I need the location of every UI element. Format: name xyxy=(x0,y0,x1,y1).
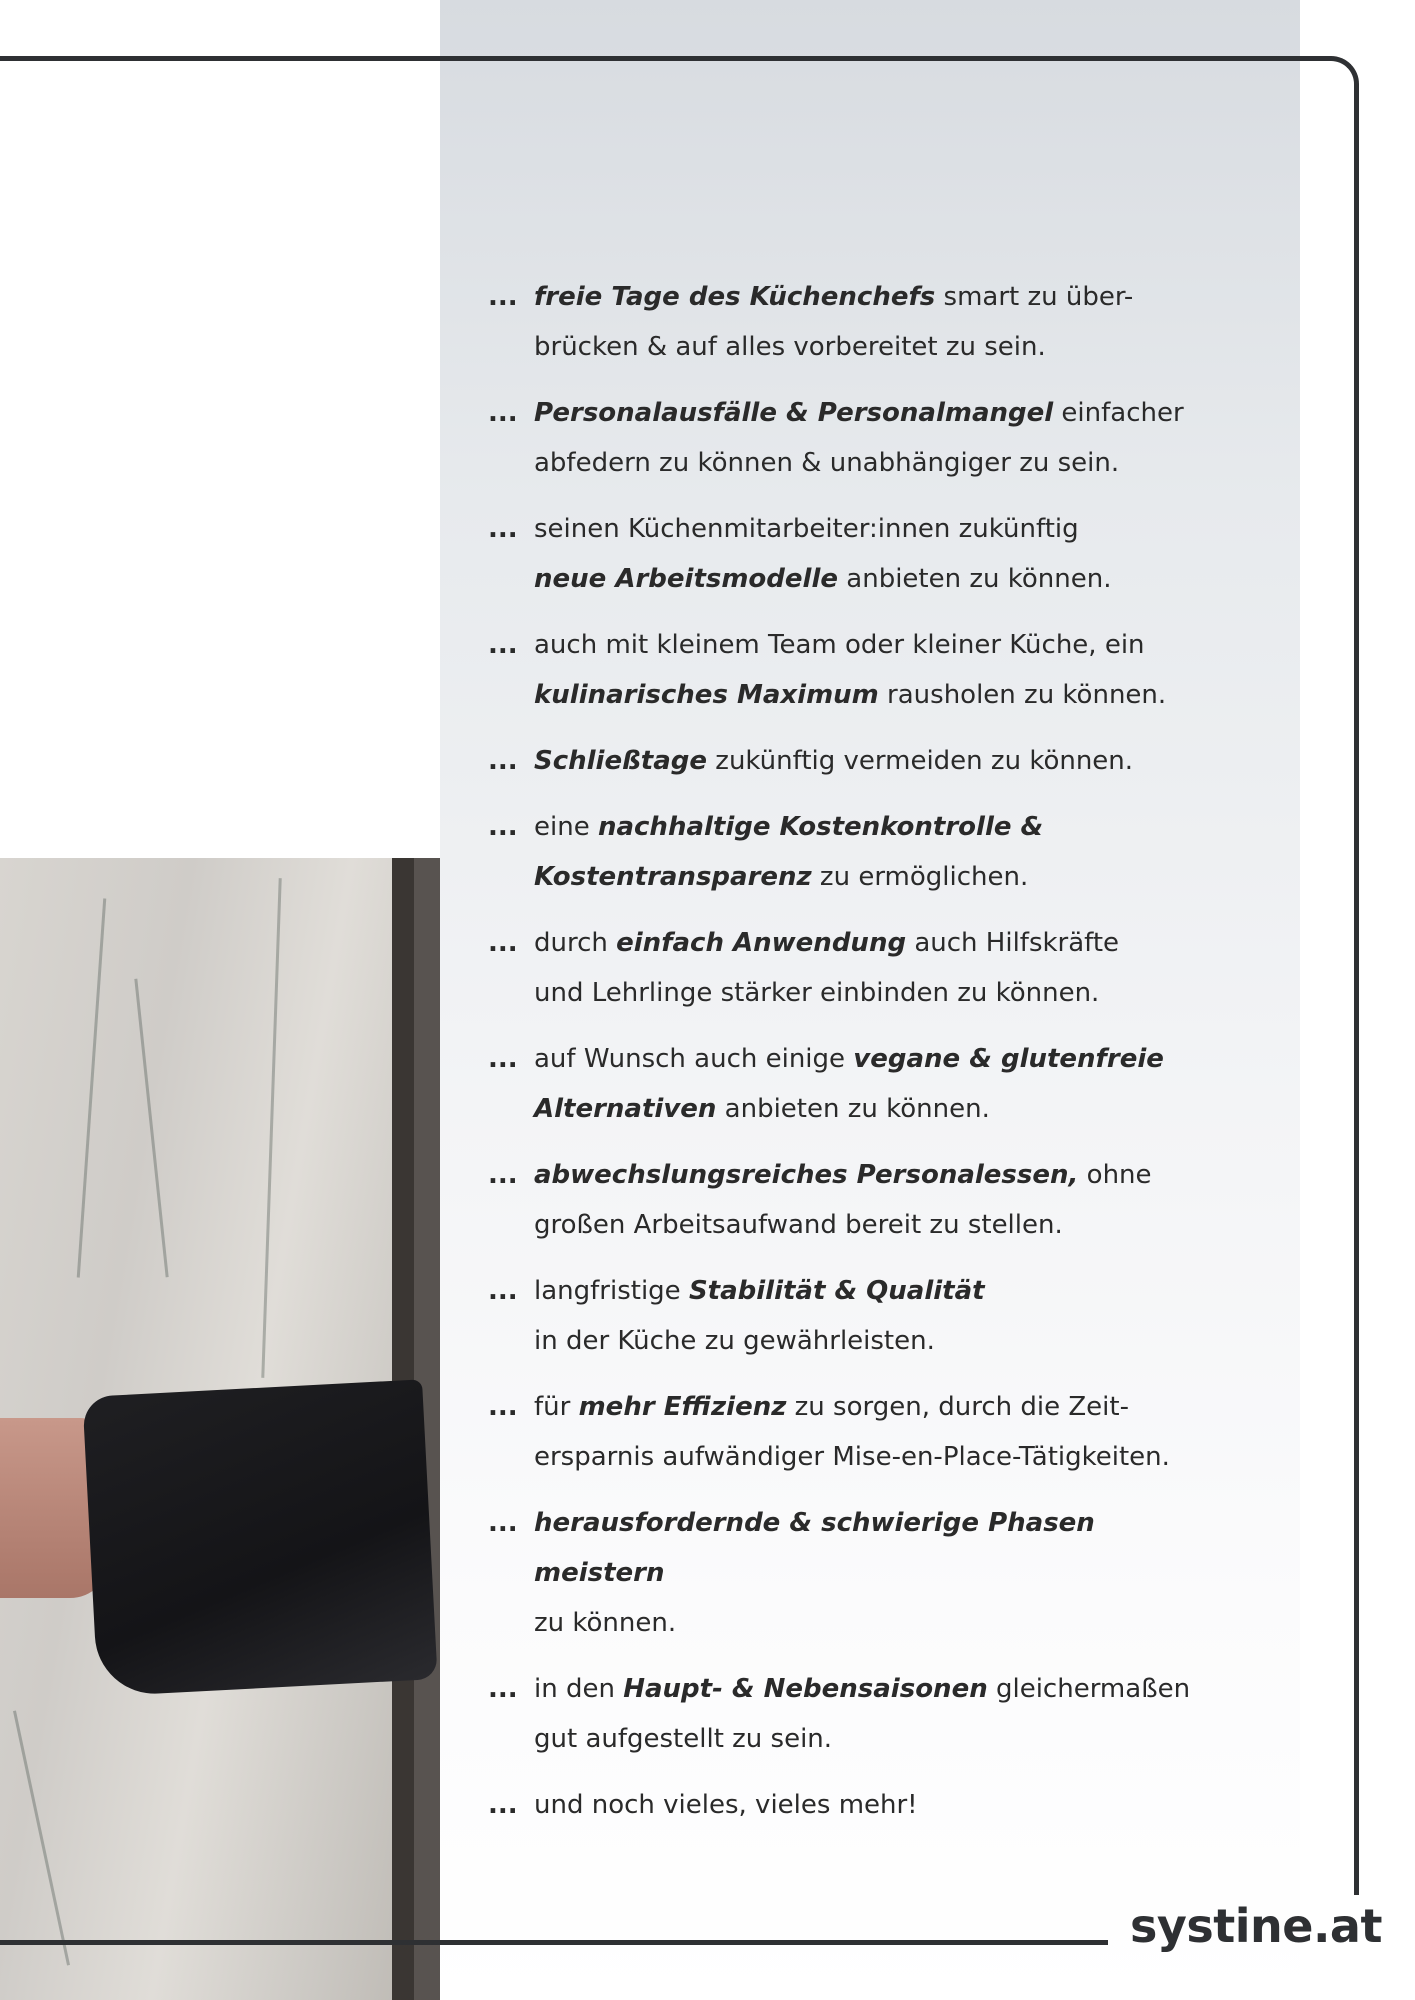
benefit-text: einfacher xyxy=(1053,398,1184,428)
ellipsis-bullet: ... xyxy=(488,1674,518,1704)
benefit-text: für xyxy=(534,1392,579,1422)
benefit-text: rausholen zu können. xyxy=(878,680,1167,710)
benefit-text: großen Arbeitsaufwand bereit zu stellen. xyxy=(534,1210,1063,1240)
ellipsis-bullet: ... xyxy=(488,514,518,544)
ellipsis-bullet: ... xyxy=(488,1392,518,1422)
benefit-highlight: abwechslungsreiches Personalessen, xyxy=(534,1160,1079,1190)
benefit-highlight: nachhaltige Kostenkontrolle & xyxy=(597,812,1044,842)
benefit-text: anbieten zu können. xyxy=(716,1094,990,1124)
ellipsis-bullet: ... xyxy=(488,282,518,312)
benefit-highlight: Stabilität & Qualität xyxy=(688,1276,985,1306)
benefit-item xyxy=(488,1266,1208,1366)
ellipsis-bullet: ... xyxy=(488,1044,518,1074)
benefit-item xyxy=(488,802,1208,902)
benefit-text: durch xyxy=(534,928,617,958)
benefit-highlight: neue Arbeitsmodelle xyxy=(534,564,839,594)
benefit-text: zu können. xyxy=(534,1608,677,1638)
benefit-item xyxy=(488,272,1208,372)
benefit-highlight: Personalausfälle & Personalmangel xyxy=(534,398,1054,428)
benefit-text: gut aufgestellt zu sein. xyxy=(534,1724,833,1754)
benefit-text: auch mit kleinem Team oder kleiner Küche, ein xyxy=(534,630,1145,660)
benefit-text: und Lehrlinge stärker einbinden zu können. xyxy=(534,978,1100,1008)
ellipsis-bullet: ... xyxy=(488,1160,518,1190)
ellipsis-bullet: ... xyxy=(488,928,518,958)
benefit-item xyxy=(488,1498,1208,1648)
benefit-highlight: einfach Anwendung xyxy=(616,928,907,958)
ellipsis-bullet: ... xyxy=(488,630,518,660)
benefit-text: zukünftig vermeiden zu können. xyxy=(707,746,1134,776)
benefit-highlight: Alternativen xyxy=(534,1094,717,1124)
benefit-text: eine xyxy=(534,812,598,842)
benefit-text: auch Hilfskräfte xyxy=(906,928,1120,958)
benefit-highlight: Kostentransparenz xyxy=(534,862,812,892)
ellipsis-bullet: ... xyxy=(488,398,518,428)
benefit-text: auf Wunsch auch einige xyxy=(534,1044,854,1074)
ellipsis-bullet: ... xyxy=(488,1276,518,1306)
benefit-text: ersparnis aufwändiger Mise-en-Place-Tätigkeiten. xyxy=(534,1442,1170,1472)
benefit-text: anbieten zu können. xyxy=(838,564,1112,594)
ellipsis-bullet: ... xyxy=(488,812,518,842)
benefit-text: abfedern zu können & unabhängiger zu sein. xyxy=(534,448,1120,478)
footer-line xyxy=(0,1940,1108,1945)
benefit-item xyxy=(488,620,1208,720)
benefit-item xyxy=(488,1382,1208,1482)
benefit-text: smart zu über- xyxy=(935,282,1134,312)
benefit-highlight: Schließtage xyxy=(534,746,708,776)
benefit-text: ohne xyxy=(1078,1160,1152,1190)
benefit-item xyxy=(488,388,1208,488)
benefit-item xyxy=(488,1034,1208,1134)
benefit-item xyxy=(488,1780,1208,1830)
benefit-highlight: Haupt- & Nebensaisonen xyxy=(623,1674,988,1704)
benefit-text: brücken & auf alles vorbereitet zu sein. xyxy=(534,332,1046,362)
benefit-text: seinen Küchenmitarbeiter:innen zukünftig xyxy=(534,514,1079,544)
brand-logo: systine.at xyxy=(1130,1899,1382,1953)
benefit-text: zu sorgen, durch die Zeit- xyxy=(786,1392,1129,1422)
ellipsis-bullet: ... xyxy=(488,1790,518,1820)
benefit-text: in den xyxy=(534,1674,624,1704)
benefit-text: langfristige xyxy=(534,1276,689,1306)
benefit-item xyxy=(488,736,1208,786)
benefit-highlight: kulinarisches Maximum xyxy=(534,680,879,710)
benefit-item xyxy=(488,918,1208,1018)
benefit-item xyxy=(488,1664,1208,1764)
benefit-text: zu ermöglichen. xyxy=(811,862,1029,892)
ellipsis-bullet: ... xyxy=(488,746,518,776)
benefit-list xyxy=(488,272,1208,1846)
benefit-highlight: herausfordernde & schwierige Phasen meistern xyxy=(534,1508,1095,1588)
benefit-item xyxy=(488,504,1208,604)
benefit-highlight: vegane & glutenfreie xyxy=(853,1044,1164,1074)
benefit-item xyxy=(488,1150,1208,1250)
benefit-text: in der Küche zu gewährleisten. xyxy=(534,1326,935,1356)
benefit-text: und noch vieles, vieles mehr! xyxy=(534,1790,918,1820)
benefit-highlight: mehr Effizienz xyxy=(578,1392,787,1422)
benefit-highlight: freie Tage des Küchenchefs xyxy=(534,282,936,312)
ellipsis-bullet: ... xyxy=(488,1508,518,1538)
benefit-text: gleichermaßen xyxy=(987,1674,1191,1704)
